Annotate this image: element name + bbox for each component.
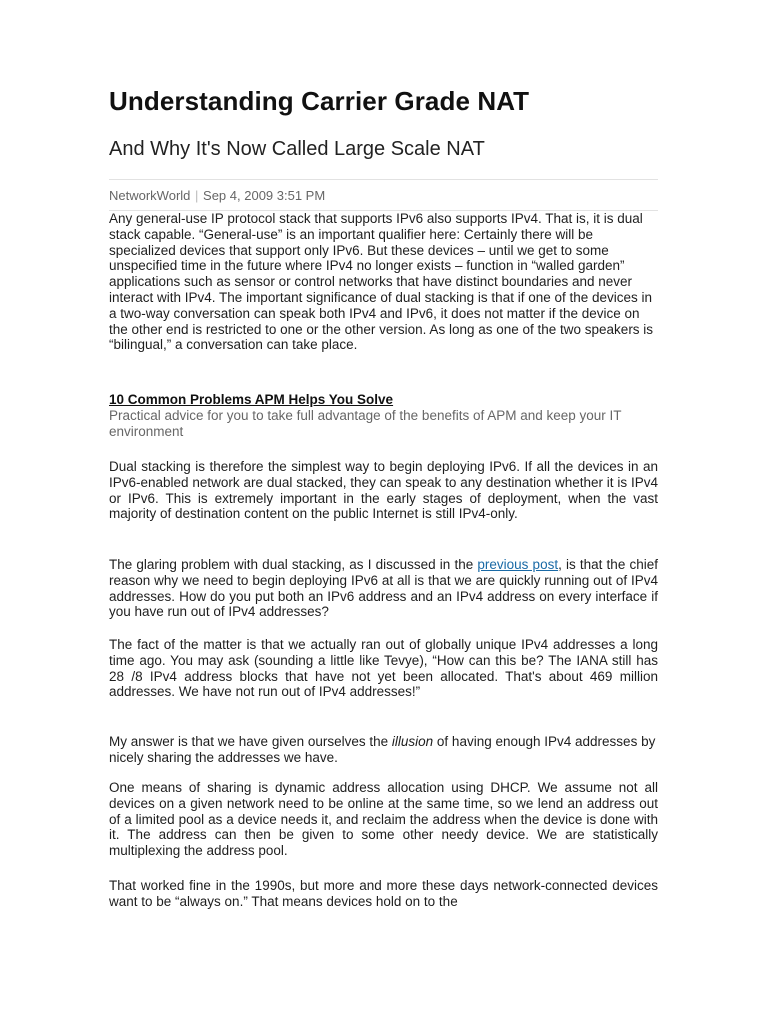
- paragraph: That worked fine in the 1990s, but more and more these days network-connected devices want to be “always on.” That means devices hold on to the: [109, 878, 658, 909]
- article-subtitle: And Why It's Now Called Large Scale NAT: [109, 138, 485, 160]
- paragraph-text: The glaring problem with dual stacking, as I discussed in the: [109, 557, 478, 572]
- intro-paragraph: Any general-use IP protocol stack that supports IPv6 also supports IPv4. That is, it is dual stack capable. “General-use” is an important qualifier here: Certainly there will be specialized devices that support only IPv6. But these devices – until we get to some unspecified time in the future where IPv4 no longer exists – function in “walled garden” applications such as sensor or control networks that have distinct boundaries and never interact with IPv4. The important significance of dual stacking is that if one of the devices in a two-way conversation can speak both IPv4 and IPv6, it does not matter if the device on the other end is restricted to one or the other version. As long as one of the two speakers is “bilingual,” a conversation can take place.: [109, 211, 654, 353]
- paragraph: One means of sharing is dynamic address allocation using DHCP. We assume not all devices on a given network need to be online at the same time, so we lend an address out of a limited pool as a device needs it, and reclaim the address when the device is done with it. The address can then be given to some other needy device. We are statistically multiplexing the address pool.: [109, 780, 658, 859]
- byline-source[interactable]: NetworkWorld: [109, 188, 191, 203]
- emphasis-text: illusion: [391, 734, 434, 749]
- promo-link[interactable]: 10 Common Problems APM Helps You Solve: [109, 392, 394, 407]
- byline: [109, 188, 325, 203]
- paragraph: [109, 557, 658, 620]
- article-title: Understanding Carrier Grade NAT: [109, 86, 530, 116]
- paragraph-text: of having enough IPv4 addresses by nicely sharing the addresses we have.: [109, 734, 656, 765]
- paragraph-text: My answer is that we have given ourselves the: [109, 734, 392, 749]
- byline-separator: |: [195, 188, 199, 203]
- byline-date: Sep 4, 2009 3:51 PM: [203, 188, 326, 203]
- previous-post-link[interactable]: previous post: [477, 557, 559, 572]
- promo-description: Practical advice for you to take full advantage of the benefits of APM and keep your IT environment: [109, 408, 622, 439]
- paragraph: Dual stacking is therefore the simplest way to begin deploying IPv6. If all the devices in an IPv6-enabled network are dual stacked, they can speak to any destination whether it is IPv4 or IPv6. This is extremely important in the early stages of deployment, when the vast majority of destination content on the public Internet is still IPv4-only.: [109, 459, 658, 522]
- divider: [109, 179, 658, 180]
- promo-box: [109, 392, 658, 440]
- paragraph: The fact of the matter is that we actually ran out of globally unique IPv4 addresses a long time ago. You may ask (sounding a little like Tevye), “How can this be? The IANA still has 28 /8 IPv4 address blocks that have not yet been allocated. That's about 469 million addresses. We have not run out of IPv4 addresses!”: [109, 637, 658, 700]
- paragraph: [109, 734, 658, 766]
- paragraph-text: , is that the chief reason why we need to begin deploying IPv6 at all is that we are quickly running out of IPv4 addresses. How do you put both an IPv6 address and an IPv4 address on every interface if you have run out of IPv4 addresses?: [109, 557, 658, 620]
